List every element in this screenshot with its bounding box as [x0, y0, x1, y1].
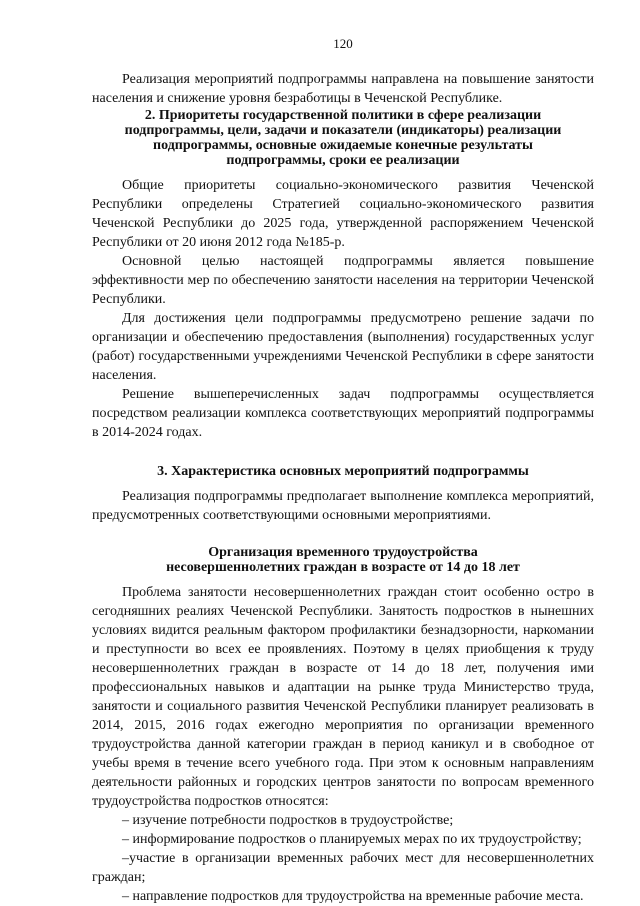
section-2-heading	[92, 108, 594, 168]
section-2-heading-line: подпрограммы, сроки ее реализации	[226, 153, 460, 168]
subsection-heading	[92, 545, 594, 575]
section-2-paragraph: Для достижения цели подпрограммы предусмотрено решение задачи по организации и обеспечению предоставления (выполнения) государственных услуг (работ) государственными учреждениями Чеченской Республики в сфере занятости населения.	[92, 311, 594, 383]
list-item: –участие в организации временных рабочих мест для несовершеннолетних граждан;	[92, 851, 594, 885]
subsection-heading-line: несовершеннолетних граждан в возрасте от 14 до 18 лет	[166, 560, 520, 575]
page-number: 120	[333, 36, 353, 51]
list-item: – информирование подростков о планируемых мерах по их трудоустройству;	[122, 832, 582, 847]
subsection-heading-line: Организация временного трудоустройства	[208, 545, 478, 560]
section-2-paragraph: Общие приоритеты социально-экономического развития Чеченской Республики определены Стратегией социально-экономического развития Чеченской Республики до 2025 года, утвержденной распоряжением Чеченской Республики от 20 июня 2012 года №185-р.	[92, 178, 594, 250]
section-2-paragraph: Основной целью настоящей подпрограммы является повышение эффективности мер по обеспечению занятости населения на территории Чеченской Республики.	[92, 254, 594, 307]
section-3-paragraph: Реализация подпрограммы предполагает выполнение комплекса мероприятий, предусмотренных соответствующими основными мероприятиями.	[92, 489, 594, 523]
section-2-heading-line: 2. Приоритеты государственной политики в сфере реализации	[144, 108, 542, 123]
intro-paragraph: Реализация мероприятий подпрограммы направлена на повышение занятости населения и снижение уровня безработицы в Чеченской Республике.	[92, 72, 594, 106]
list-item: – изучение потребности подростков в трудоустройстве;	[122, 813, 454, 828]
subsection-paragraph: Проблема занятости несовершеннолетних граждан стоит особенно остро в сегодняшних реалиях Чеченской Республики. Занятость подростков в нынешних условиях видится реальным фактором профилактики безнадзорности, наркомании и преступности во всех ее проявлениях. Поэтому в целях приобщения к труду несовершеннолетних граждан в возрасте от 14 до 18 лет, получения ими профессиональных навыков и адаптации на рынке труда Министерство труда, занятости и социального развития Чеченской Республики планирует реализовать в 2014, 2015, 2016 годах ежегодно мероприятия по организации временного трудоустройства данной категории граждан в период каникул и в свободное от учебы время в течение всего учебного года. При этом к основным направлениям деятельности районных и городских центров занятости по вопросам временного трудоустройства подростков относятся:	[92, 585, 594, 809]
section-2-heading-line: подпрограммы, цели, задачи и показатели (индикаторы) реализации	[124, 123, 562, 138]
section-2-heading-line: подпрограммы, основные ожидаемые конечные результаты	[153, 138, 533, 153]
section-2-paragraph: Решение вышеперечисленных задач подпрограммы осуществляется посредством реализации комплекса соответствующих мероприятий подпрограммы в 2014-2024 годах.	[92, 387, 594, 440]
list-item: – направление подростков для трудоустройства на временные рабочие места.	[122, 889, 584, 904]
section-3-heading: 3. Характеристика основных мероприятий подпрограммы	[157, 464, 529, 479]
